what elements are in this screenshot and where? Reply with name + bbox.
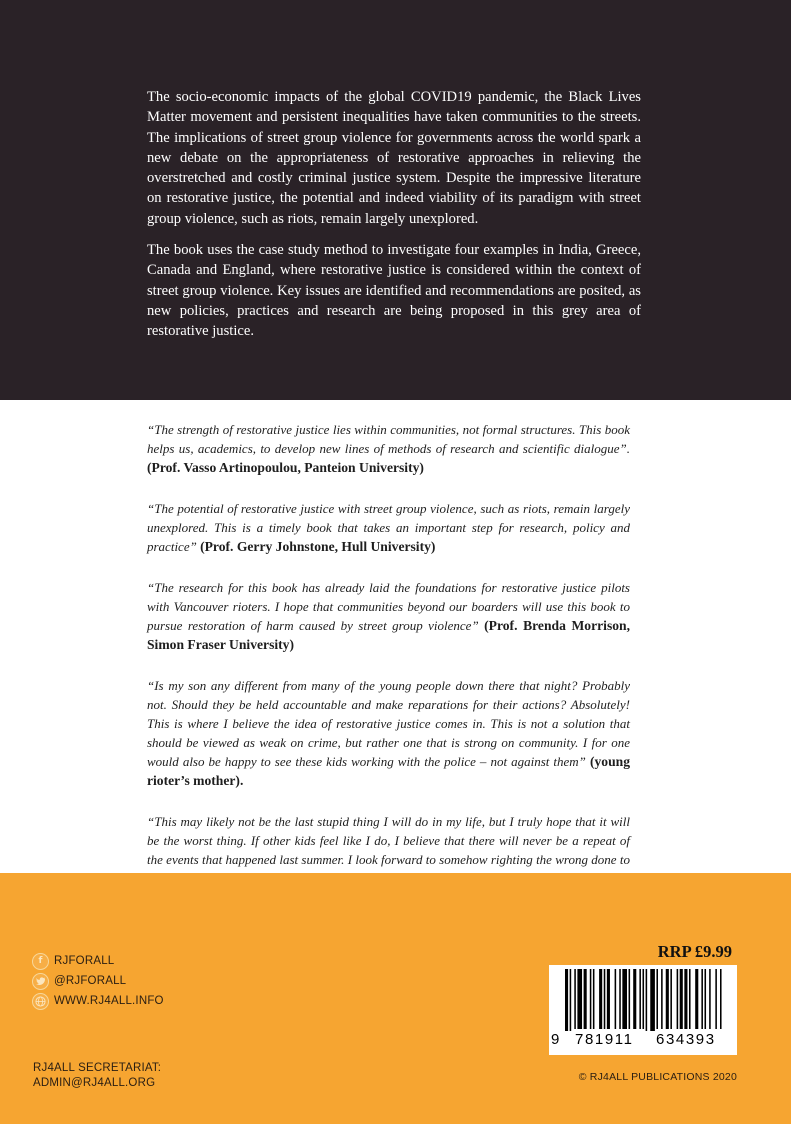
barcode-bar [619,969,621,1029]
barcode-bar [680,969,683,1029]
endorsement-quote [147,578,630,654]
barcode-bar [656,969,658,1029]
social-links [32,951,164,1011]
isbn-first-digit: 9 [551,1031,560,1048]
barcode-bar [577,969,582,1029]
price-label: RRP £9.99 [657,942,732,961]
social-website[interactable] [32,991,164,1011]
globe-icon [32,993,49,1010]
secretariat-email: ADMIN@RJ4ALL.ORG [33,1077,156,1089]
endorsements [147,420,630,910]
isbn-digits [549,1031,737,1053]
barcode-bar [677,969,679,1029]
barcode-bar [689,969,691,1029]
social-facebook[interactable] [32,951,164,971]
quote-text: “The potential of restorative justice with street group violence, such as riots, remain largely unexplored. This is a timely book that takes an important step for research, policy and practice” [147,501,630,554]
quote-attribution: (Prof. Brenda Morrison, Simon Fraser University) [147,618,630,652]
barcode-bar [599,969,602,1029]
barcode-bar [715,969,717,1029]
barcode-bar [643,969,645,1029]
isbn-group-1: 781911 [575,1031,634,1048]
barcode-bar [684,969,687,1029]
quote-attribution: (Prof. Vasso Artinopoulou, Panteion University) [147,460,424,475]
social-website-label: WWW.RJ4ALL.INFO [54,995,164,1007]
social-facebook-label: RJFORALL [54,955,115,967]
endorsement-quote [147,499,630,556]
barcode-bar [670,969,672,1029]
barcode-bars [563,969,725,1031]
endorsement-quote [147,420,630,477]
barcode-bar [633,969,636,1029]
barcode-bar [615,969,617,1029]
book-blurb [147,87,641,353]
barcode-bar [629,969,631,1029]
quote-text: “This may likely not be the last stupid thing I will do in my life, but I truly hope that it will be the worst thing. If other kids feel like I do, I believe that there will never be a repeat of the events that happened last summer. I look forward to somehow righting the wrong done to [147,814,630,867]
barcode-bar [650,969,655,1031]
twitter-icon [32,973,49,990]
barcode-bar [705,969,707,1029]
quote-text: “The research for this book has already laid the foundations for restorative justice pilots with Vancouver rioters. I hope that communities beyond our boarders will use this book to pursue restoration of harm caused by street group violence” [147,580,630,633]
barcode-bar [666,969,669,1029]
facebook-icon: f [32,953,49,970]
isbn-barcode [549,965,737,1055]
copyright-notice: © RJ4ALL PUBLICATIONS 2020 [578,1071,737,1083]
quote-text: “Is my son any different from many of the young people down there that night? Probably not. Should they be held accountable and make reparations for their actions? Absolutely! This is where I believe the idea of restorative justice comes in. This is not a solution that should be viewed as weak on crime, but rather one that is strong on community. I for one would also be happy to see these kids working with the police – not against them” [147,678,630,769]
blurb-paragraph-2: The book uses the case study method to investigate four examples in India, Greece, Canada and England, where restorative justice is considered within the context of street group violence. Key issues are identified and recommendations are posited, as new policies, practices and research are being proposed in this grey area of restorative justice. [147,242,641,340]
quote-attribution: (young rioter’s mother). [147,754,631,788]
endorsement-quote [147,676,630,790]
secretariat-title: RJ4ALL SECRETARIAT: [33,1062,162,1074]
barcode-bar [604,969,606,1029]
barcode-bar [701,969,703,1029]
barcode-bar [661,969,663,1029]
barcode-bar [695,969,698,1029]
barcode-bar [646,969,648,1031]
barcode-bar [590,969,592,1029]
barcode-bar [584,969,587,1029]
blurb-paragraph-1: The socio-economic impacts of the global COVID19 pandemic, the Black Lives Matter movement and persistent inequalities have taken communities to the streets. The implications of street group violence for governments across the world spark a new debate on the appropriateness of restorative approaches in relieving the overstretched and costly criminal justice system. Despite the impressive literature on restorative justice, the potential and indeed viability of its paradigm with street group violence, such as riots, remain largely unexplored. [147,89,641,227]
barcode-bar [709,969,711,1029]
secretariat-contact [33,1061,161,1091]
barcode-bar [593,969,595,1029]
social-twitter-label: @RJFORALL [54,975,127,987]
barcode-bar [639,969,641,1029]
barcode-bar [570,969,572,1031]
quote-text: “The strength of restorative justice lies within communities, not formal structures. This book helps us, academics, to develop new lines of methods of research and scientific dialogue”. [147,422,630,456]
isbn-group-2: 634393 [656,1031,716,1048]
barcode-bar [720,969,722,1029]
barcode-bar [607,969,610,1029]
social-twitter[interactable] [32,971,164,991]
barcode-bar [622,969,627,1029]
barcode-bar [574,969,576,1029]
quote-attribution: (Prof. Gerry Johnstone, Hull University) [200,539,436,554]
barcode-bar [565,969,568,1031]
